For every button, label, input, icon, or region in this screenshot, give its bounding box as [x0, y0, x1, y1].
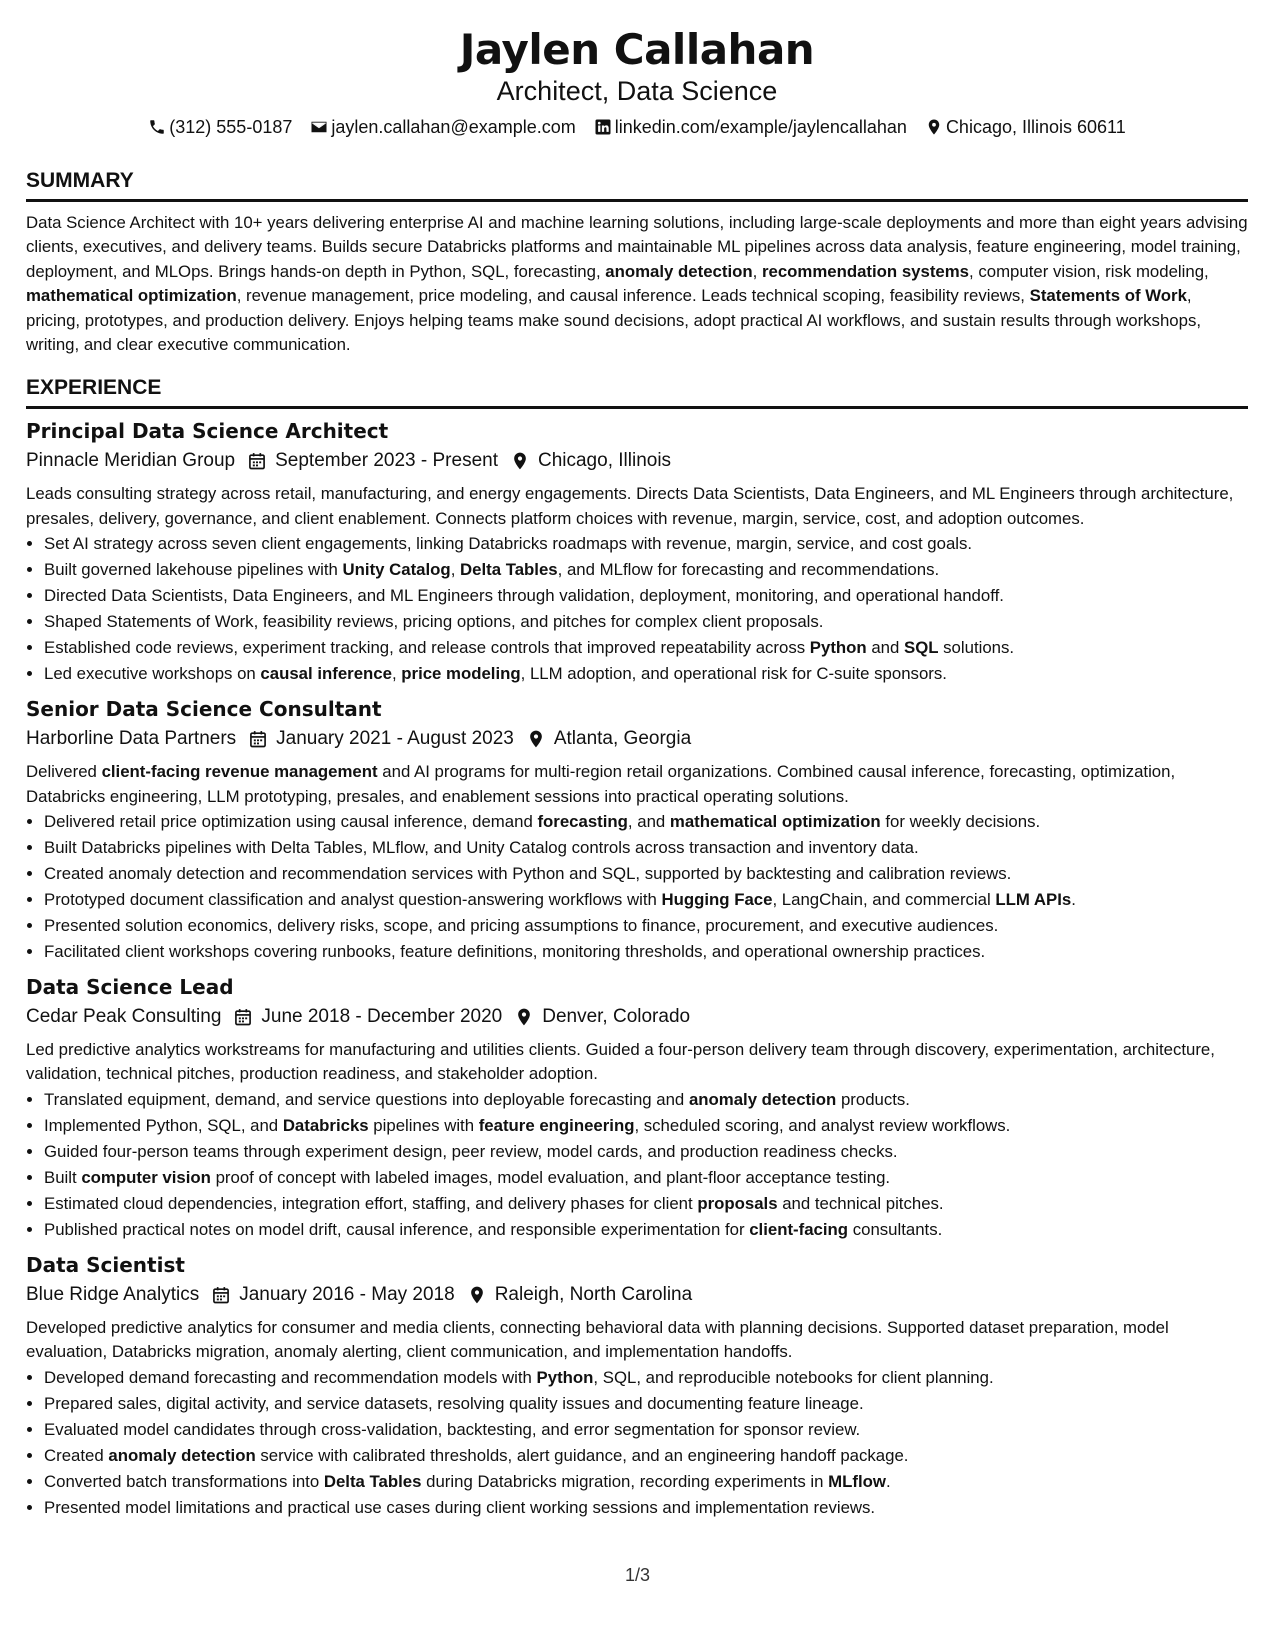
text-run: Converted batch transformations into [44, 1471, 324, 1491]
contact-email[interactable] [310, 117, 575, 138]
contact-line [26, 112, 1248, 142]
summary-heading: SUMMARY [26, 169, 134, 192]
job-dates: September 2023 - Present [275, 450, 498, 472]
text-run: Translated equipment, demand, and service questions into deployable forecasting and [44, 1089, 689, 1109]
text-run: Developed demand forecasting and recommendation models with [44, 1367, 537, 1387]
text-run: Evaluated model candidates through cross-validation, backtesting, and error segmentation for sponsor review. [44, 1419, 861, 1439]
text-run: , pricing, prototypes, and production delivery. Enjoys helping teams make sound decisions, adopt practical AI workflows, and sustain results through workshops, writing, and clear executive communication. [26, 286, 1201, 355]
text-run: Presented model limitations and practical use cases during client working sessions and implementation reviews. [44, 1497, 876, 1517]
job-description [26, 760, 1248, 809]
job-company: Harborline Data Partners [26, 728, 237, 750]
job-title: Principal Data Science Architect [26, 419, 389, 444]
bullet-item [44, 1087, 1248, 1113]
job-description [26, 1038, 1248, 1087]
bold-text: LLM APIs [995, 890, 1072, 910]
bold-text: Delta Tables [323, 1471, 422, 1491]
text-run: solutions. [938, 638, 1015, 658]
bullet-item [44, 835, 1248, 861]
bullet-item [44, 1443, 1248, 1469]
contact-location [925, 117, 1126, 138]
bold-text: client-facing [749, 1219, 849, 1239]
bullet-item [44, 1365, 1248, 1391]
job-entry [26, 695, 1248, 965]
bold-text: forecasting [537, 812, 628, 832]
email-text[interactable]: jaylen.callahan@example.com [331, 116, 576, 137]
text-run: Shaped Statements of Work, feasibility reviews, pricing options, and pitches for complex client proposals. [44, 612, 824, 632]
bullet-item [44, 1417, 1248, 1443]
calendar-icon [247, 451, 267, 471]
bullet-item [44, 1391, 1248, 1417]
bullet-item [44, 1469, 1248, 1495]
text-run: Prototyped document classification and analyst question-answering workflows with [44, 890, 662, 910]
bold-text: feature engineering [478, 1115, 635, 1135]
linkedin-icon [594, 118, 612, 136]
map-pin-icon [467, 1285, 487, 1305]
candidate-title: Architect, Data Science [496, 76, 778, 106]
bullet-item [44, 861, 1248, 887]
contact-phone [148, 117, 292, 138]
resume-page [26, 0, 1248, 1521]
text-run: service with calibrated thresholds, alert guidance, and an engineering handoff package. [255, 1445, 909, 1465]
bold-text: price modeling [401, 664, 521, 684]
text-run: , and [627, 812, 670, 832]
phone-text: (312) 555-0187 [169, 116, 293, 137]
bold-text: Unity Catalog [342, 560, 451, 580]
text-run: during Databricks migration, recording experiments in [421, 1471, 829, 1491]
text-run: Delivered [26, 762, 102, 782]
text-run: Leads consulting strategy across retail, manufacturing, and energy engagements. Directs Data Scientists, Data Engineers, and ML Engineers through architecture, presales, delivery, governance, and client enablement. Connects platform choices with revenue, margin, service, cost, and adoption outcomes. [26, 484, 1234, 528]
text-run: Built [44, 1167, 82, 1187]
page-number: 1/3 [624, 1565, 651, 1585]
linkedin-text[interactable]: linkedin.com/example/jaylencallahan [614, 116, 907, 137]
job-bullets [26, 531, 1248, 687]
text-run: for weekly decisions. [880, 812, 1041, 832]
job-description [26, 1316, 1248, 1365]
bold-text: Python [536, 1367, 594, 1387]
job-location: Chicago, Illinois [537, 450, 672, 472]
bold-text: anomaly detection [605, 261, 753, 281]
bullet-item [44, 939, 1248, 965]
candidate-name: Jaylen Callahan [459, 25, 815, 74]
calendar-icon [211, 1285, 231, 1305]
text-run: and technical pitches. [777, 1193, 944, 1213]
experience-heading: EXPERIENCE [26, 376, 162, 400]
bullet-item [44, 1139, 1248, 1165]
bold-text: causal inference [260, 664, 392, 684]
text-run: , LLM adoption, and operational risk for C-suite sponsors. [520, 664, 947, 684]
bullet-item [44, 635, 1248, 661]
job-dates: June 2018 - December 2020 [261, 1006, 503, 1028]
bold-text: computer vision [81, 1167, 211, 1187]
bullet-item [44, 531, 1248, 557]
job-meta [26, 446, 1248, 476]
contact-linkedin[interactable] [594, 117, 907, 138]
text-run: Guided four-person teams through experiment design, peer review, model cards, and production readiness checks. [44, 1141, 898, 1161]
map-pin-icon [514, 1007, 534, 1027]
bullet-item [44, 609, 1248, 635]
bold-text: recommendation systems [761, 261, 970, 281]
map-pin-icon [510, 451, 530, 471]
text-run: Delivered retail price optimization using causal inference, demand [44, 812, 538, 832]
calendar-icon [248, 729, 268, 749]
bold-text: client-facing revenue management [101, 762, 378, 782]
phone-icon [148, 118, 166, 136]
text-run: Created anomaly detection and recommendation services with Python and SQL, supported by backtesting and calibration reviews. [44, 864, 1012, 884]
section-divider [26, 199, 1248, 202]
text-run: . [1071, 890, 1076, 910]
text-run: Built Databricks pipelines with Delta Tables, MLflow, and Unity Catalog controls across transaction and inventory data. [44, 838, 919, 858]
text-run: Estimated cloud dependencies, integration effort, staffing, and delivery phases for client [44, 1193, 698, 1213]
text-run: pipelines with [368, 1115, 479, 1135]
text-run: , scheduled scoring, and analyst review workflows. [634, 1115, 1011, 1135]
job-bullets [26, 1087, 1248, 1243]
job-dates: January 2021 - August 2023 [276, 728, 514, 750]
job-entry [26, 417, 1248, 687]
text-run: Led executive workshops on [44, 664, 261, 684]
text-run: , LangChain, and commercial [772, 890, 996, 910]
text-run: and [866, 638, 904, 658]
bullet-item [44, 887, 1248, 913]
job-title: Senior Data Science Consultant [26, 697, 382, 722]
text-run: Built governed lakehouse pipelines with [44, 560, 343, 580]
bold-text: anomaly detection [108, 1445, 256, 1465]
bold-text: Delta Tables [460, 560, 558, 580]
bullet-item [44, 809, 1248, 835]
location-text: Chicago, Illinois 60611 [945, 116, 1126, 137]
text-run: Implemented Python, SQL, and [44, 1115, 283, 1135]
text-run: Led predictive analytics workstreams for manufacturing and utilities clients. Guided a four-person delivery team through discovery, experimentation, architecture, validation, technical pitches, production readiness, and stakeholder adoption. [26, 1040, 1215, 1084]
job-company: Pinnacle Meridian Group [26, 450, 236, 472]
bullet-item [44, 913, 1248, 939]
text-run: and AI programs for multi-region retail organizations. Combined causal inference, forecasting, optimization, Databricks engineering, LLM prototyping, presales, and enablement sessions into practical operating solutions. [26, 762, 1176, 806]
map-pin-icon [526, 729, 546, 749]
job-location: Raleigh, North Carolina [494, 1283, 693, 1305]
envelope-icon [310, 118, 328, 136]
text-run: , SQL, and reproducible notebooks for client planning. [593, 1367, 994, 1387]
text-run: Prepared sales, digital activity, and service datasets, resolving quality issues and documenting feature lineage. [44, 1393, 864, 1413]
bullet-item [44, 1217, 1248, 1243]
bold-text: Statements of Work [1029, 286, 1187, 306]
bullet-item [44, 1165, 1248, 1191]
bold-text: proposals [697, 1193, 778, 1213]
text-run: Published practical notes on model drift, causal inference, and responsible experimentation for [44, 1219, 750, 1239]
job-meta [26, 1002, 1248, 1032]
job-description [26, 482, 1248, 531]
job-bullets [26, 1365, 1248, 1521]
bullet-item [44, 1113, 1248, 1139]
bullet-item [44, 661, 1248, 687]
bold-text: MLflow [828, 1471, 886, 1491]
text-run: Facilitated client workshops covering runbooks, feature definitions, monitoring thresholds, and operational ownership practices. [44, 942, 986, 962]
map-pin-icon [925, 118, 943, 136]
text-run: , revenue management, price modeling, and causal inference. Leads technical scoping, feasibility reviews, [236, 286, 1030, 306]
job-location: Denver, Colorado [542, 1006, 691, 1028]
job-location: Atlanta, Georgia [553, 728, 692, 750]
section-divider [26, 406, 1248, 409]
bold-text: Python [809, 638, 867, 658]
text-run: Data Science Architect with 10+ years delivering enterprise AI and machine learning solutions, including large-scale deployments and more than eight years advising clients, executives, and delivery teams. Builds secure Databricks platforms and maintainable ML pipelines across data analysis, feature engineering, model training, deployment, and MLOps. Brings hands-on depth in Python, SQL, forecasting, [26, 213, 1248, 281]
bold-text: mathematical optimization [669, 812, 881, 832]
text-run: Presented solution economics, delivery risks, scope, and pricing assumptions to finance, procurement, and executive audiences. [44, 916, 999, 936]
calendar-icon [233, 1007, 253, 1027]
text-run: , [450, 560, 461, 580]
text-run: , [391, 664, 402, 684]
text-run: , [752, 261, 762, 281]
job-meta [26, 1280, 1248, 1310]
experience-list [26, 417, 1248, 1520]
job-entry [26, 1251, 1248, 1521]
bullet-item [44, 557, 1248, 583]
job-company: Cedar Peak Consulting [26, 1006, 222, 1028]
job-dates: January 2016 - May 2018 [239, 1283, 455, 1305]
bold-text: Hugging Face [661, 890, 773, 910]
bold-text: mathematical optimization [26, 286, 237, 306]
summary-text [26, 211, 1248, 357]
job-bullets [26, 809, 1248, 965]
bullet-item [44, 1191, 1248, 1217]
job-entry [26, 973, 1248, 1243]
bold-text: anomaly detection [688, 1089, 837, 1109]
text-run: proof of concept with labeled images, model evaluation, and plant-floor acceptance testing. [210, 1167, 891, 1187]
bold-text: Databricks [282, 1115, 369, 1135]
text-run: Established code reviews, experiment tracking, and release controls that improved repeatability across [44, 638, 810, 658]
bullet-item [44, 583, 1248, 609]
job-company: Blue Ridge Analytics [26, 1283, 200, 1305]
text-run: , computer vision, risk modeling, [969, 261, 1209, 281]
text-run: products. [836, 1089, 910, 1109]
bullet-item [44, 1495, 1248, 1521]
text-run: consultants. [848, 1219, 943, 1239]
job-title: Data Scientist [26, 1252, 185, 1277]
job-title: Data Science Lead [26, 975, 234, 1000]
text-run: . [885, 1471, 891, 1491]
text-run: Directed Data Scientists, Data Engineers, and ML Engineers through validation, deployment, monitoring, and operational handoff. [44, 586, 1004, 606]
text-run: , and MLflow for forecasting and recommendations. [557, 560, 940, 580]
text-run: Created [44, 1445, 109, 1465]
job-meta [26, 724, 1248, 754]
text-run: Developed predictive analytics for consumer and media clients, connecting behavioral data with planning decisions. Supported dataset preparation, model evaluation, Databricks migration, anomaly alerting, client communication, and implementation handoffs. [26, 1317, 1169, 1362]
bold-text: SQL [904, 638, 939, 658]
text-run: Set AI strategy across seven client engagements, linking Databricks roadmaps with revenue, margin, service, and cost goals. [44, 534, 973, 554]
